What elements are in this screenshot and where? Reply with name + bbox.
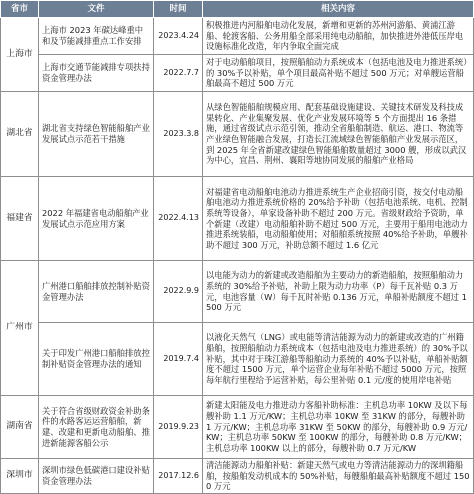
city-cell-shanghai: 上海市 [1, 18, 39, 92]
time-cell: 2017.12.6 [154, 459, 203, 494]
document-cell: 深圳市绿色低碳港口建设补贴资金管理办法 [39, 459, 154, 494]
table-row [1, 323, 474, 396]
document-cell: 关于符合省级财政资金补助条件的水路客运运营船舶，新建、改建和更新电动船舶、推进新能源客船公示 [39, 396, 154, 459]
document-cell: 关于印发广州港口船舶排放控制补贴资金管理办法的通知 [39, 323, 154, 396]
header-document: 文件 [39, 1, 154, 18]
time-cell: 2019.9.23 [154, 396, 203, 459]
document-cell: 2022 年福建省电动船舶产业发展试点示范应用方案 [39, 177, 154, 261]
city-cell-guangzhou: 广州市 [1, 261, 39, 396]
content-cell: 以电能为动力的新建或改造船舶为主要动力的新造船舶，按照船舶动力系统的 30%给予补贴，补助上限为动力功率（P）每千瓦补贴 0.3 万元，电池容量（W）每千瓦时补贴 0.136 万元，单船补贴额度不超过 1500 万元 [203, 261, 474, 323]
city-cell-hunan: 湖南省 [1, 396, 39, 459]
header-province: 省市 [1, 1, 39, 18]
header-content: 相关内容 [203, 1, 474, 18]
time-cell: 2023.3.8 [154, 92, 203, 177]
document-cell: 上海市交通节能减排专项扶持资金管理办法 [39, 55, 154, 92]
table-row [1, 92, 474, 177]
table-row [1, 459, 474, 494]
content-cell: 清洁能源动力船舶补贴：新建天然气或电力等清洁能源动力的深圳籍船舶，按船舶发动机成本的 50%补贴，每艘船舶最高补贴额度不超过 1500 万元 [203, 459, 474, 494]
time-cell: 2023.4.24 [154, 18, 203, 55]
table-row [1, 18, 474, 55]
content-cell: 对于电动船舶项目，按照船舶动力系统成本（包括电池及电力推进系统）的 30%予以补贴，单个项目最高补贴不超过 500 万元；对单艘运营船舶最高不超过 500 万元 [203, 55, 474, 92]
document-cell: 湖北省支持绿色智能船舶产业发展试点示范若干措施 [39, 92, 154, 177]
city-cell-hubei: 湖北省 [1, 92, 39, 177]
document-cell: 广州港口船舶排放控制补贴资金管理办法 [39, 261, 154, 323]
content-cell: 新建太阳能及电力推进动力客船补助标准：主机总功率 10KW 及以下每艘补助 1.1 万元/KW；主机总功率 10KW 至 31KW 的部分，每艘补助 1 万元/KW；主机总功率 31KW 至 50KW 的部分，每艘补助 0.9 万元/KW；主机总功率 50KW 至 100KW 的部分，每艘补助 0.8 万元/KW；主机总功率 100KW 以上的部分，每艘补助 0.7 万元/KW [203, 396, 474, 459]
document-cell: 上海市 2023 年碳达峰重中和及节能减排重点工作安排 [39, 18, 154, 55]
table-row [1, 396, 474, 459]
time-cell: 2022.9.9 [154, 261, 203, 323]
header-time: 时间 [154, 1, 203, 18]
content-cell: 从绿色智能船舶规模应用、配套基础设施建设、关键技术研发及科技成果转化、产业集聚发展、优化产业发展环境等 5 个方面提出 16 条措施，通过省级试点示范引领，推动全省船舶制造、航运、港口、物流等产业绿色智能融合发展，打造长江流域绿色智能船舶产业发展示范区，到 2025 年全省新建改建绿色智能船舶数量超过 3000 艘，形成以武汉为中心，宜昌、荆州、襄阳等地协同发展的船舶产业格局 [203, 92, 474, 177]
table-row [1, 55, 474, 92]
time-cell: 2019.7.4 [154, 323, 203, 396]
content-cell: 对福建省电动船舶电池动力推进系统生产企业招商引资，按交付电动船舶电池动力推进系统价格的 20%给予补助（包括电池系统、电机、控制系统等设备），单家设备补助不超过 200 万元。省级财政给予资助，单个新建（改建）电动船舶补助不超过 500 万元，主要用于船用电池动力推进系统装船，电动船舶使用；对船舶系统按照 40%给予补助，单艘补助不超过 300 万元，补助总额不超过 1.6 亿元 [203, 177, 474, 261]
table-row [1, 261, 474, 323]
content-cell: 以液化天然气（LNG）或电能等清洁能源为动力的新建或改造的广州籍船舶，按照船舶动力系统成本（包括电池及电力推进系统）的 30%予以补贴，其中对于珠江游船等船舶动力系统的 40%予以补贴，单船补贴额度不超过 1500 万元，单个运营企业每年补贴不超过 5000 万元，按照每年航行里程给予运营补贴，每公里补贴 0.1 元/度的使用岸电补贴 [203, 323, 474, 396]
content-cell: 积极推进内河船舶电动化发展，新增和更新的苏州河游船、黄浦江游船、轮渡客船、公务用船全部采用纯电动船舶，加快推进外港低压岸电设施标准化改造，年内争取全面完成 [203, 18, 474, 55]
city-cell-shenzhen: 深圳市 [1, 459, 39, 494]
city-cell-fujian: 福建省 [1, 177, 39, 261]
time-cell: 2022.4.13 [154, 177, 203, 261]
time-cell: 2022.7.7 [154, 55, 203, 92]
table-row [1, 177, 474, 261]
table-header-row [1, 1, 474, 18]
